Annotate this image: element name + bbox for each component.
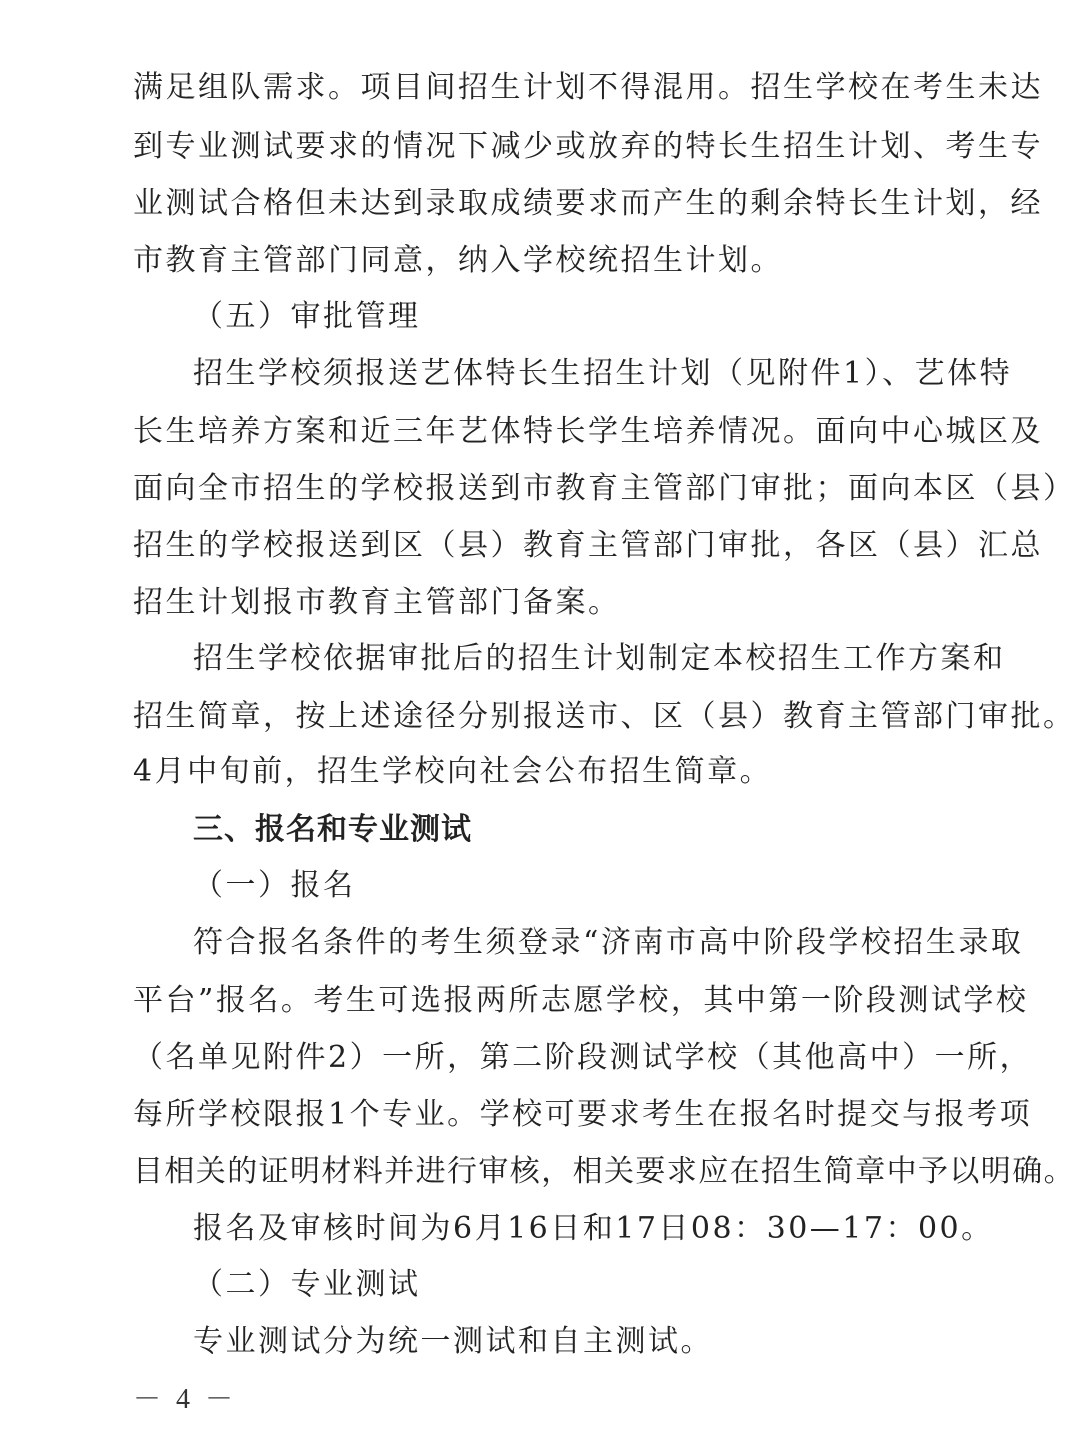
text-line: 招生学校依据审批后的招生计划制定本校招生工作方案和: [193, 641, 1006, 676]
text-line: 招生学校须报送艺体特长生招生计划（见附件1）、艺体特: [193, 356, 1013, 391]
text-line: （名单见附件2）一所，第二阶段测试学校（其他高中）一所，: [133, 1040, 1033, 1075]
text-line: 招生的学校报送到区（县）教育主管部门审批，各区（县）汇总: [133, 528, 1043, 563]
text-line: 平台”报名。考生可选报两所志愿学校，其中第一阶段测试学校: [133, 983, 1029, 1018]
text-line: 市教育主管部门同意，纳入学校统招生计划。: [133, 243, 783, 278]
text-line: 满足组队需求。项目间招生计划不得混用。招生学校在考生未达: [133, 70, 1043, 105]
page-number: － 4 －: [133, 1384, 238, 1415]
text-line: 每所学校限报1个专业。学校可要求考生在报名时提交与报考项: [133, 1097, 1033, 1132]
text-line: 4月中旬前，招生学校向社会公布招生简章。: [133, 754, 773, 789]
text-line: 招生计划报市教育主管部门备案。: [133, 585, 621, 620]
text-line: 长生培养方案和近三年艺体特长学生培养情况。面向中心城区及: [133, 414, 1043, 449]
section-heading-2: （二）专业测试: [193, 1267, 421, 1302]
chapter-heading-3: 三、报名和专业测试: [193, 812, 472, 847]
text-line: 目相关的证明材料并进行审核，相关要求应在招生简章中予以明确。: [133, 1154, 1075, 1189]
text-line: 到专业测试要求的情况下减少或放弃的特长生招生计划、考生专: [133, 129, 1043, 164]
text-line: 报名及审核时间为6月16日和17日08：30—17：00。: [193, 1211, 994, 1246]
text-line: 招生简章，按上述途径分别报送市、区（县）教育主管部门审批。: [133, 699, 1076, 734]
section-heading-5: （五）审批管理: [193, 299, 421, 334]
text-line: 专业测试分为统一测试和自主测试。: [193, 1324, 713, 1359]
text-line: 业测试合格但未达到录取成绩要求而产生的剩余特长生计划，经: [133, 186, 1043, 221]
text-line: 符合报名条件的考生须登录“济南市高中阶段学校招生录取: [193, 925, 1024, 960]
text-line: 面向全市招生的学校报送到市教育主管部门审批；面向本区（县）: [133, 471, 1076, 506]
section-heading-1: （一）报名: [193, 868, 356, 903]
